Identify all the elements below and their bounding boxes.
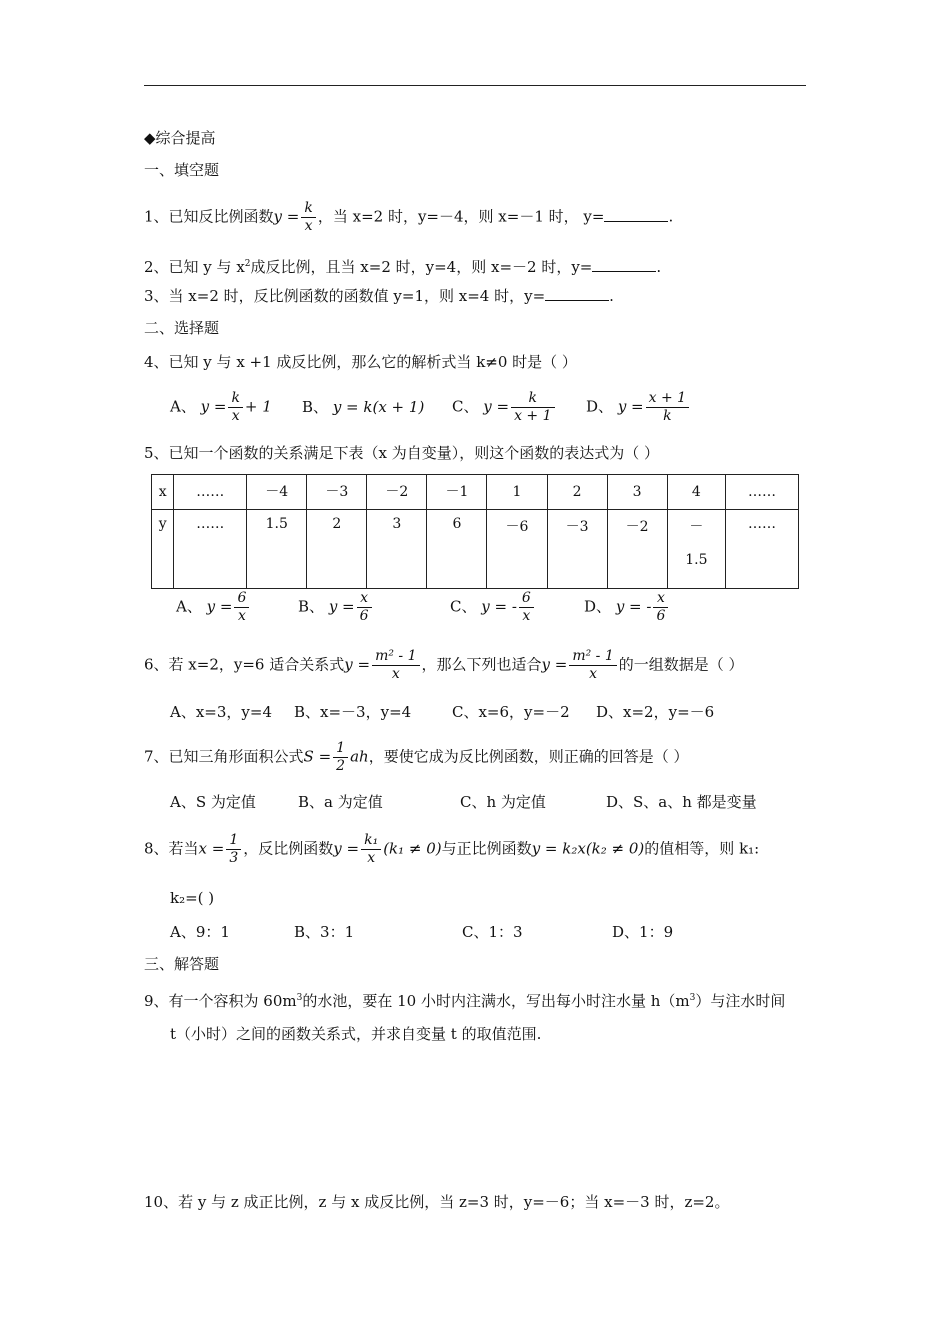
q7-option-c[interactable]: C、h 为定值 <box>460 793 546 811</box>
q5-option-c[interactable]: C、 y = - $\frac{6}{x}$ <box>450 590 536 625</box>
table-cell: －2 <box>367 475 427 510</box>
table-row-y <box>152 510 799 589</box>
table-cell: －6 <box>487 510 547 589</box>
part-fill-blank-heading: 一、填空题 <box>144 161 220 179</box>
q7-option-d[interactable]: D、S、a、h 都是变量 <box>606 793 757 811</box>
table-cell: 3 <box>367 510 427 589</box>
question-9-line2: t（小时）之间的函数关系式，并求自变量 t 的取值范围. <box>170 1025 542 1043</box>
q8-option-d[interactable]: D、1：9 <box>612 923 674 941</box>
table-cell: －1 <box>427 475 487 510</box>
part-choice-heading: 二、选择题 <box>144 319 220 337</box>
question-9: 9、有一个容积为 $60m^3$的水池，要在 10 小时内注满水，写出每小时注水量 $h(m^3)$与注水时间 <box>144 992 786 1010</box>
q1-text-b: ，当 x=2 时，y=－4，则 x=－1 时， y= <box>317 207 605 226</box>
q5-option-b[interactable]: B、 y = $\frac{x}{6}$ <box>298 590 374 625</box>
q1-y-eq: y = <box>273 207 300 226</box>
q3-answer-blank[interactable] <box>545 286 609 301</box>
q7-option-a[interactable]: A、S 为定值 <box>170 793 256 811</box>
q5-option-d[interactable]: D、 y = - $\frac{x}{6}$ <box>584 590 670 625</box>
table-cell: 2 <box>307 510 367 589</box>
question-2: 2、已知 y 与 $x^2$成反比例，且当 x=2 时，y=4，则 x=－2 时，y= . <box>144 258 662 276</box>
q6-option-c[interactable]: C、x=6，y=－2 <box>452 703 570 721</box>
table-cell: －3 <box>307 475 367 510</box>
table-cell: －3 <box>547 510 607 589</box>
table-cell: －2 <box>607 510 667 589</box>
q8-option-b[interactable]: B、3：1 <box>294 923 355 941</box>
table-row-x <box>152 475 799 510</box>
question-5: 5、已知一个函数的关系满足下表（x 为自变量），则这个函数的表达式为（ ） <box>144 444 660 462</box>
table-cell: 2 <box>547 475 607 510</box>
q5-option-a[interactable]: A、 y = $\frac{6}{x}$ <box>176 590 251 625</box>
question-1: 1、已知反比例函数y = $\frac{k}{x}$ ，当 x=2 时，y=－4，则 x=－1 时， y= . <box>144 200 674 234</box>
table-cell: 3 <box>607 475 667 510</box>
table-cell: …… <box>726 475 799 510</box>
q1-answer-blank[interactable] <box>604 207 668 222</box>
table-cell: y <box>152 510 174 589</box>
q6-option-a[interactable]: A、x=3，y=4 <box>170 703 272 721</box>
question-10: 10、若 y 与 z 成正比例，z 与 x 成反比例，当 z=3 时，y=－6；当 x=－3 时，z=2。 <box>144 1193 730 1211</box>
q6-option-d[interactable]: D、x=2，y=－6 <box>596 703 715 721</box>
q1-fraction: $\frac{k}{x}$ <box>301 200 315 235</box>
q1-text-a: 1、已知反比例函数 <box>144 207 274 226</box>
q4-option-c[interactable]: C、 y = $\frac{k}{x + 1}$ <box>452 390 557 425</box>
q8-option-c[interactable]: C、1：3 <box>462 923 523 941</box>
table-cell: － 1.5 <box>667 510 725 589</box>
question-3: 3、当 x=2 时，反比例函数的函数值 y=1，则 x=4 时，y= . <box>144 287 614 305</box>
q4-option-a[interactable]: A、 y = $\frac{k}{x}$ + 1 <box>170 390 272 424</box>
table-cell: 4 <box>667 475 725 510</box>
part-solve-heading: 三、解答题 <box>144 955 220 973</box>
q7-option-b[interactable]: B、a 为定值 <box>298 793 383 811</box>
question-4: 4、已知 y 与 x +1 成反比例，那么它的解析式当 k≠0 时是（ ） <box>144 353 577 371</box>
table-cell: －4 <box>247 475 307 510</box>
table-cell: 6 <box>427 510 487 589</box>
table-cell: 1 <box>487 475 547 510</box>
question-7: 7、已知三角形面积公式S = $\frac{1}{2}$ ah，要使它成为反比例函数，则正确的回答是（ ） <box>144 740 689 774</box>
header-rule <box>144 85 806 86</box>
q2-answer-blank[interactable] <box>592 257 656 272</box>
table-cell: …… <box>174 475 247 510</box>
question-6: 6、若 x=2，y=6 适合关系式y = $\frac{\text{m² - 1}}{x}$ ，那么下列也适合y = $\frac{\text{m² - 1}}{x}$ 的一组数据是（ ） <box>144 648 744 682</box>
q4-option-d[interactable]: D、 y = $\frac{x + 1}{k}$ <box>586 390 691 425</box>
value-table <box>151 474 799 589</box>
table-cell: …… <box>726 510 799 589</box>
table-cell: 1.5 <box>247 510 307 589</box>
q8-option-a[interactable]: A、9：1 <box>170 923 230 941</box>
table-cell: …… <box>174 510 247 589</box>
q4-option-b[interactable]: B、 y = k(x + 1) <box>302 398 425 416</box>
question-8-line2: k₂=( ) <box>170 889 215 907</box>
table-cell: x <box>152 475 174 510</box>
q6-option-b[interactable]: B、x=－3，y=4 <box>294 703 412 721</box>
section-title: ◆综合提高 <box>144 129 216 147</box>
question-8: 8、若当x = $\frac{1}{3}$ ，反比例函数y = $\frac{\text{k₁}}{x}$ (k₁ ≠ 0)与正比例函数y = k₂x(k₂ ≠ 0)的值相等，则 k₁: <box>144 832 760 866</box>
